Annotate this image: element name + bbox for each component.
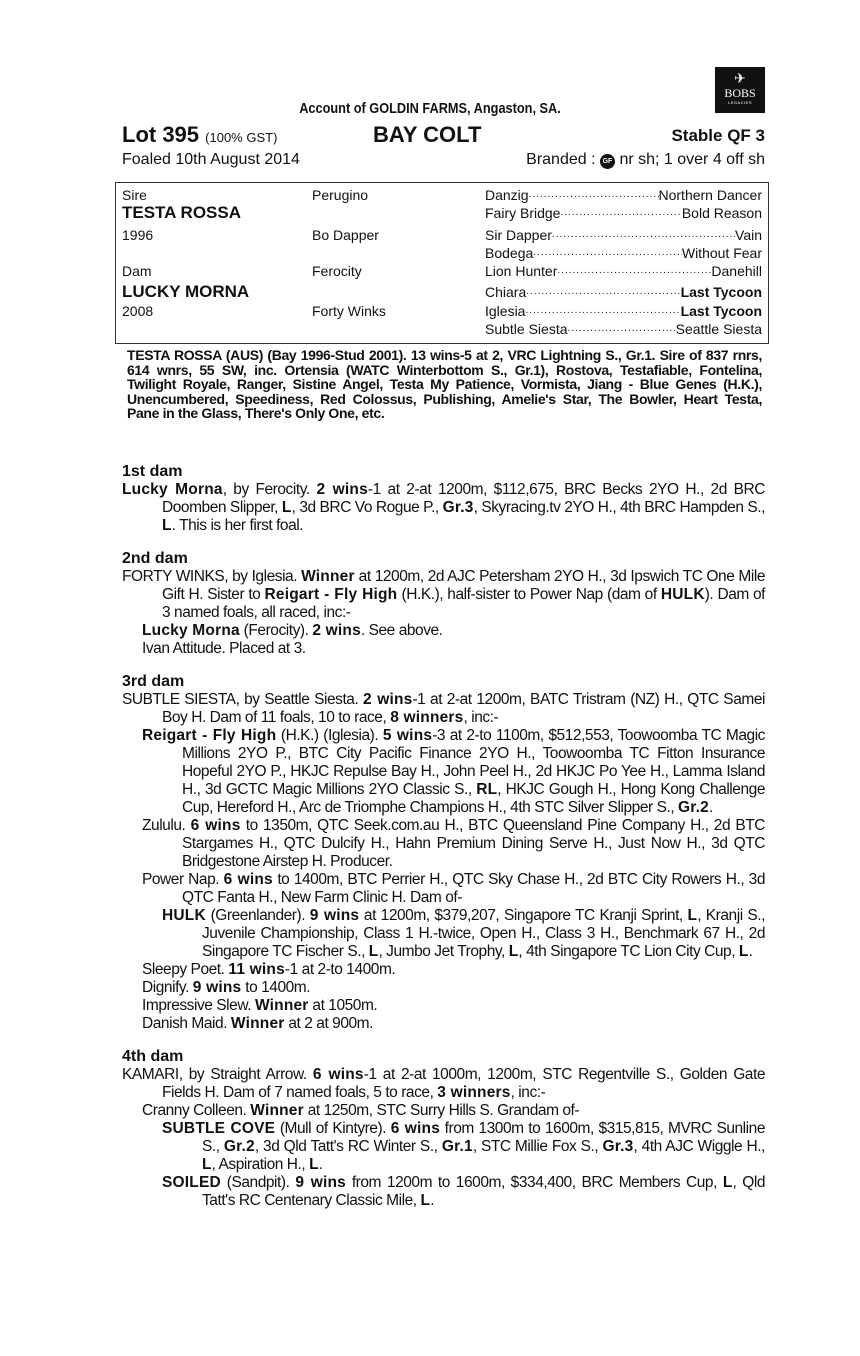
pedigree-entry — [122, 1174, 765, 1210]
bold-text: L — [738, 943, 749, 960]
text: -1 at 2-at 1000m, 1200m, STC Regentville S., Golden Gate Fields H. Dam of 7 named foals, 5 to race, — [162, 1066, 765, 1101]
text: . This is her first foal. — [171, 517, 304, 534]
sire-year: 1996 — [122, 227, 154, 243]
text: , Jumbo Jet Trophy, — [378, 943, 509, 960]
text: (Greenlander). — [205, 907, 310, 924]
text: FORTY WINKS, by Iglesia. — [122, 568, 302, 585]
pedigree-entry — [122, 907, 765, 961]
bold-text: Winner — [250, 1102, 304, 1119]
text: , by Ferocity. — [222, 481, 317, 498]
bold-text: 2 wins — [316, 481, 368, 498]
dam-section — [122, 672, 765, 1033]
bold-text: HULK — [162, 907, 206, 924]
text: SUBTLE SIESTA, by Seattle Siesta. — [122, 691, 364, 708]
horse-icon: ✈ — [734, 70, 746, 86]
pedigree-entry — [122, 622, 765, 640]
sire-summary: TESTA ROSSA (AUS) (Bay 1996-Stud 2001). 13 wins-5 at 2, VRC Lightning S., Gr.1. Sire of 837 rnrs, 614 wnrs, 55 SW, inc. Ortensia (WATC Winterbottom S., Gr.1), Rostova, Testafiable, Fontelina, Twilight Royale, Ranger, Sistine Angel, Testa My Patience, Vormista, Jiang - Blue Genes (H.K.), Unencumbered, Speediness, Red Colossus, Publishing, Amelie's Star, The Bowler, Heart Testa, Pane in the Glass, There's Only One, etc. — [127, 347, 762, 422]
ancestor-sire: Last Tycoon — [680, 284, 762, 300]
pedigree-entry — [122, 1066, 765, 1102]
dot-leader — [533, 244, 682, 262]
logo-text: BOBS — [724, 86, 756, 100]
lot-header — [122, 122, 765, 148]
bold-text: L — [722, 1174, 733, 1191]
dot-leader — [552, 226, 735, 244]
dam-year: 2008 — [122, 303, 154, 319]
bold-text: L — [202, 1156, 212, 1173]
text: , inc:- — [463, 709, 499, 726]
text: at 1050m. — [308, 997, 378, 1014]
lot-number — [122, 122, 277, 148]
ancestor-sire: Vain — [735, 227, 762, 243]
dot-leader — [526, 283, 680, 301]
brand-info — [526, 151, 765, 169]
bold-text: Winner — [301, 568, 355, 585]
horse-description: BAY COLT — [373, 122, 482, 147]
bold-text: Gr.1 — [441, 1138, 473, 1155]
bold-text: Winner — [254, 997, 309, 1014]
text: , 3d BRC Vo Rogue P., — [291, 499, 443, 516]
pedigree-entry — [122, 1120, 765, 1174]
section-heading: 3rd dam — [122, 673, 185, 690]
bold-text: 6 wins — [312, 1066, 364, 1083]
pedigree-row — [485, 283, 762, 301]
pedigree-row — [485, 262, 762, 280]
pedigree-entry — [122, 691, 765, 727]
brand-detail: nr sh; 1 over 4 off sh — [619, 151, 765, 168]
text: at 1200m, $379,207, Singapore TC Kranji Sprint, — [359, 907, 688, 924]
pedigree-entry — [122, 727, 765, 817]
bold-text: 6 wins — [223, 871, 273, 888]
dot-leader — [557, 262, 711, 280]
text: (Ferocity). — [239, 622, 313, 639]
pedigree-entry — [122, 871, 765, 907]
text: , Skyracing.tv 2YO H., 4th BRC Hampden S., — [473, 499, 765, 516]
pedigree-entry — [122, 979, 765, 997]
bold-text: 8 winners — [390, 709, 464, 726]
gst-note: (100% GST) — [205, 130, 278, 145]
bold-text: 2 wins — [312, 622, 361, 639]
dot-leader — [568, 320, 676, 338]
bold-text: 5 wins — [382, 727, 433, 744]
bold-text: Reigart - Fly High — [264, 586, 398, 603]
text: to 1350m, QTC Seek.com.au H., BTC Queensland Pine Company H., 2d BTC Stargames H., QTC Dulcify H., Hahn Premium Dining Serve H., Just Now H., 3d QTC Bridgestone Airstep H. Producer. — [182, 817, 766, 870]
text: Cranny Colleen. — [142, 1102, 251, 1119]
pedigree-entry — [122, 1015, 765, 1033]
ancestor: Fairy Bridge — [485, 205, 561, 221]
bold-text: 3 winners — [437, 1084, 511, 1101]
ancestor-sire: Without Fear — [681, 245, 762, 261]
text: , Aspiration H., — [211, 1156, 310, 1173]
section-heading: 4th dam — [122, 1048, 184, 1065]
text: . See above. — [360, 622, 443, 639]
dam-section — [122, 462, 765, 535]
text: to 1400m. — [241, 979, 311, 996]
bold-text: 2 wins — [363, 691, 413, 708]
dam-name: LUCKY MORNA — [122, 282, 250, 301]
ancestor: Danzig — [485, 187, 529, 203]
bold-text: HULK — [660, 586, 705, 603]
pedigree-row — [485, 320, 762, 338]
bold-text: SUBTLE COVE — [162, 1120, 276, 1137]
pedigree-row — [485, 204, 762, 222]
text: , 4th Singapore TC Lion City Cup, — [518, 943, 739, 960]
pedigree-table — [115, 182, 769, 344]
bold-text: L — [368, 943, 379, 960]
bold-text: 11 wins — [228, 961, 285, 978]
ancestor-sire: Seattle Siesta — [675, 321, 762, 337]
text: from 1200m to 1600m, $334,400, BRC Members Cup, — [345, 1174, 723, 1191]
sire-label: Sire — [122, 187, 147, 203]
pedigree-row — [485, 226, 762, 244]
bold-text: L — [309, 1156, 319, 1173]
pedigree-entry — [122, 640, 765, 658]
pedigree-entry — [122, 997, 765, 1015]
ancestor: Bodega — [485, 245, 534, 261]
bold-text: Lucky Morna — [142, 622, 240, 639]
bold-text: Gr.3 — [442, 499, 474, 516]
bold-text: L — [687, 907, 698, 924]
dam-sire: Ferocity — [312, 263, 362, 279]
sire-name: TESTA ROSSA — [122, 203, 242, 222]
ancestor: Subtle Siesta — [485, 321, 568, 337]
dam-section — [122, 1047, 765, 1210]
text: -3 at 2-to 1100m, $512,553, Toowoomba TC Magic Millions 2YO P., BTC City Pacific Finance 2YO H., Toowoomba TC Fitton Insurance Hopeful 2YO P., HKJC Repulse Bay H., John Peel H., 2d HKJC Po Yee H., Lamma Island H., 3d GCTC Magic Millions 2YO Classic S., — [182, 727, 765, 798]
pedigree-entry — [122, 481, 765, 535]
bold-text: 6 wins — [190, 817, 241, 834]
ancestor: Iglesia — [485, 303, 526, 319]
text: ). Dam of 3 named foals, all raced, inc:- — [162, 586, 766, 621]
text: from 1300m to 1600m, $315,815, MVRC Sunline S., — [202, 1120, 766, 1155]
bold-text: SOILED — [162, 1174, 221, 1191]
bold-text: RL — [476, 781, 498, 798]
ancestor: Sir Dapper — [485, 227, 552, 243]
pedigree-row — [485, 302, 762, 320]
text: (Sandpit). — [220, 1174, 296, 1191]
text: Sleepy Poet. — [142, 961, 229, 978]
dot-leader — [529, 186, 659, 204]
text: to 1400m, BTC Perrier H., QTC Sky Chase H., 2d BTC City Rowers H., 3d QTC Fanta H., New Farm Clinic H. Dam of- — [182, 871, 766, 906]
text: . — [748, 943, 753, 960]
ancestor: Chiara — [485, 284, 527, 300]
text: (H.K.) (Iglesia). — [276, 727, 383, 744]
text: Dignify. — [142, 979, 193, 996]
text: (H.K.), half-sister to Power Nap (dam of — [397, 586, 661, 603]
section-heading: 2nd dam — [122, 550, 188, 567]
bold-text: Lucky Morna — [122, 481, 223, 498]
section-heading: 1st dam — [122, 463, 183, 480]
bold-text: Reigart - Fly High — [142, 727, 277, 744]
bold-text: 9 wins — [192, 979, 242, 996]
bold-text: 6 wins — [390, 1120, 441, 1137]
brand-mark-icon: GF — [600, 154, 615, 169]
text: Zululu. — [142, 817, 191, 834]
sire-sire: Perugino — [312, 187, 369, 203]
bold-text: L — [508, 943, 519, 960]
bold-text: 9 wins — [295, 1174, 346, 1191]
logo-subtext: LEGACIES — [727, 100, 752, 105]
text: , Kranji S., Juvenile Championship, Class 1 H.-twice, Open H., Class 3 H., Benchmark 67 H., 2d Singapore TC Fischer S., — [202, 907, 765, 960]
text: . — [709, 799, 713, 816]
pedigree-row — [485, 186, 762, 204]
bold-text: Winner — [230, 1015, 285, 1032]
ancestor-sire: Bold Reason — [681, 205, 762, 221]
ancestor: Lion Hunter — [485, 263, 558, 279]
ancestor-sire: Last Tycoon — [680, 303, 762, 319]
text: Ivan Attitude. Placed at 3. — [142, 640, 306, 657]
dot-leader — [525, 302, 680, 320]
text: at 1200m, 2d AJC Petersham 2YO H., 3d Ipswich TC One Mile Gift H. Sister to — [162, 568, 765, 603]
bold-text: L — [162, 517, 172, 534]
text: at 1250m, STC Surry Hills S. Grandam of- — [303, 1102, 580, 1119]
text: , inc:- — [510, 1084, 546, 1101]
bold-text: L — [420, 1192, 431, 1209]
text: KAMARI, by Straight Arrow. — [122, 1066, 313, 1083]
text: -1 at 2-at 1200m, $112,675, BRC Becks 2YO H., 2d BRC Doomben Slipper, — [162, 481, 766, 516]
bold-text: L — [281, 499, 292, 516]
text: at 2 at 900m. — [284, 1015, 373, 1032]
vendor-account: Account of GOLDIN FARMS, Angaston, SA. — [299, 100, 561, 117]
lot-label: Lot 395 — [122, 122, 200, 147]
text: , 3d Qld Tatt's RC Winter S., — [254, 1138, 442, 1155]
ancestor-sire: Northern Dancer — [658, 187, 762, 203]
dam-section — [122, 549, 765, 658]
text: (Mull of Kintyre). — [275, 1120, 391, 1137]
bold-text: Gr.2 — [678, 799, 710, 816]
text: . — [430, 1192, 435, 1209]
brand-label: Branded : — [526, 151, 596, 168]
pedigree-entry — [122, 1102, 765, 1120]
dam-dam: Forty Winks — [312, 303, 386, 319]
pedigree-entry — [122, 817, 765, 871]
bold-text: Gr.3 — [602, 1138, 634, 1155]
bold-text: Gr.2 — [223, 1138, 255, 1155]
dam-label: Dam — [122, 263, 152, 279]
text: Power Nap. — [142, 871, 224, 888]
bold-text: 9 wins — [309, 907, 360, 924]
text: Danish Maid. — [142, 1015, 231, 1032]
pedigree-entry — [122, 961, 765, 979]
foaling-date: Foaled 10th August 2014 — [122, 151, 300, 168]
text: , HKJC Gough H., Hong Kong Challenge Cup, Hereford H., Arc de Triomphe Champions H., 4th STC Silver Slipper S., — [182, 781, 765, 816]
sire-dam: Bo Dapper — [312, 227, 379, 243]
text: . — [318, 1156, 323, 1173]
ancestor-sire: Danehill — [711, 263, 762, 279]
female-line — [122, 462, 765, 1224]
dot-leader — [560, 204, 681, 222]
text: , Qld Tatt's RC Centenary Classic Mile, — [202, 1174, 765, 1209]
pedigree-row — [485, 244, 762, 262]
stable-location: Stable QF 3 — [671, 126, 765, 145]
text: Impressive Slew. — [142, 997, 255, 1014]
text: , 4th AJC Wiggle H., — [633, 1138, 765, 1155]
text: -1 at 2-at 1200m, BATC Tristram (NZ) H., QTC Samei Boy H. Dam of 11 foals, 10 to race, — [162, 691, 765, 726]
pedigree-entry — [122, 568, 765, 622]
text: , STC Millie Fox S., — [472, 1138, 603, 1155]
text: -1 at 2-to 1400m. — [284, 961, 396, 978]
